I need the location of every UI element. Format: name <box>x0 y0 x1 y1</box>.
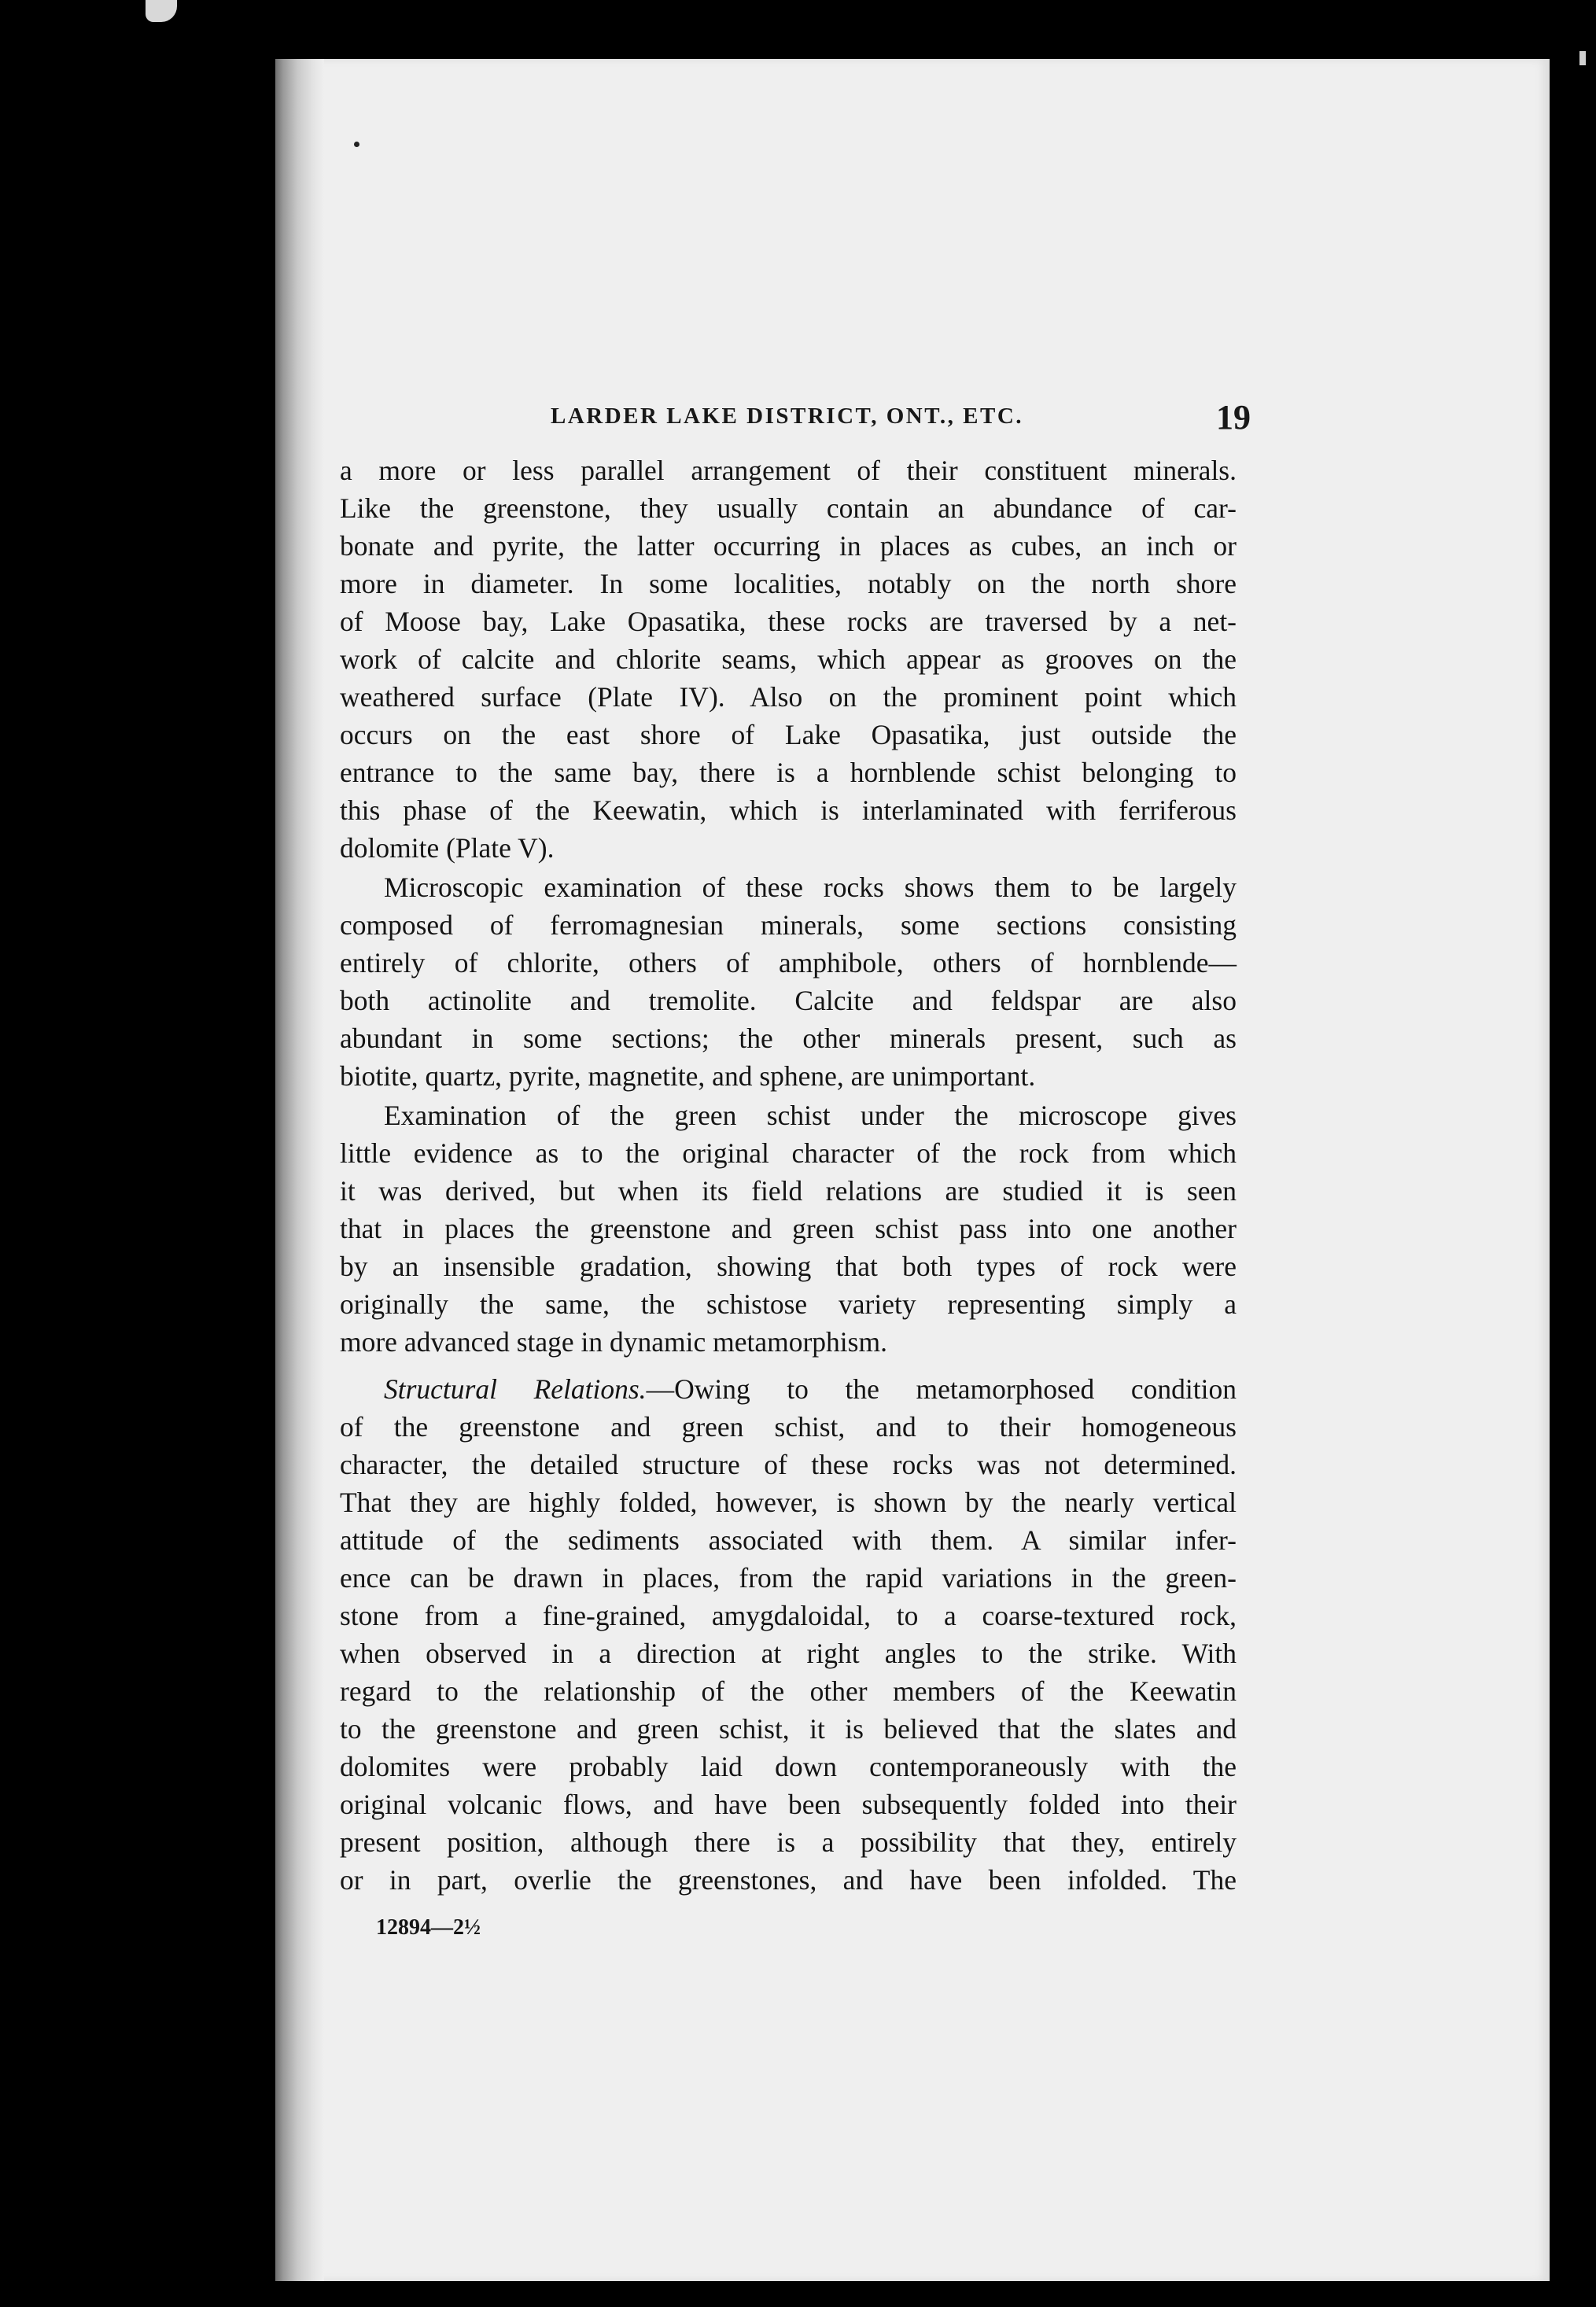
text-line: Microscopic examination of these rocks shows them to be largely <box>384 872 1237 903</box>
text-line: entirely of chlorite, others of amphibole, others of hornblende— <box>340 947 1237 978</box>
text-line <box>340 1370 1237 1408</box>
printer-signature: 12894—2½ <box>376 1915 481 1940</box>
text-line: dolomite (Plate V). <box>340 832 555 864</box>
text-line: entrance to the same bay, there is a hornblende schist belonging to <box>340 757 1237 788</box>
paragraph-1 <box>340 451 1237 867</box>
text-line: of Moose bay, Lake Opasatika, these rocks are traversed by a net- <box>340 606 1237 637</box>
page-number: 19 <box>1216 398 1251 437</box>
text-line: character, the detailed structure of these rocks was not determined. <box>340 1449 1237 1480</box>
text-line: it was derived, but when its field relations are studied it is seen <box>340 1175 1237 1207</box>
text-line: to the greenstone and green schist, it is believed that the slates and <box>340 1713 1237 1745</box>
scan-edge-artifact <box>1579 51 1586 65</box>
text-line: dolomites were probably laid down contemporaneously with the <box>340 1751 1237 1782</box>
body-text <box>340 451 1237 1900</box>
scan-corner-artifact <box>146 0 177 22</box>
ink-dot <box>354 142 359 147</box>
text-line: both actinolite and tremolite. Calcite and feldspar are also <box>340 985 1237 1016</box>
text-line: when observed in a direction at right angles to the strike. With <box>340 1638 1237 1669</box>
text-line: present position, although there is a possibility that they, entirely <box>340 1826 1237 1858</box>
page-gutter-shadow <box>275 59 324 2281</box>
text-line: that in places the greenstone and green schist pass into one another <box>340 1213 1237 1244</box>
section-heading: Structural Relations. <box>384 1373 647 1405</box>
text-line: of the greenstone and green schist, and to their homogeneous <box>340 1411 1237 1443</box>
text-line: weathered surface (Plate IV). Also on the prominent point which <box>340 681 1237 713</box>
running-title: LARDER LAKE DISTRICT, ONT., ETC. <box>551 404 1024 429</box>
text-line: or in part, overlie the greenstones, and have been infolded. The <box>340 1864 1237 1896</box>
page-header <box>551 397 1251 444</box>
text-line: regard to the relationship of the other members of the Keewatin <box>340 1675 1237 1707</box>
text-line: by an insensible gradation, showing that both types of rock were <box>340 1251 1237 1282</box>
text-line: That they are highly folded, however, is shown by the nearly vertical <box>340 1487 1237 1518</box>
text-line: a more or less parallel arrangement of their constituent minerals. <box>340 455 1237 486</box>
text-line: original volcanic flows, and have been subsequently folded into their <box>340 1789 1237 1820</box>
text-line: Like the greenstone, they usually contain an abundance of car- <box>340 492 1237 524</box>
text-line: Examination of the green schist under the microscope gives <box>384 1100 1237 1131</box>
text-line: this phase of the Keewatin, which is interlaminated with ferriferous <box>340 794 1237 826</box>
text-line: ence can be drawn in places, from the rapid variations in the green- <box>340 1562 1237 1594</box>
text-line: more advanced stage in dynamic metamorphism. <box>340 1326 887 1358</box>
paragraph-4 <box>340 1370 1237 1899</box>
text-line: originally the same, the schistose variety representing simply a <box>340 1288 1237 1320</box>
text-line: abundant in some sections; the other minerals present, such as <box>340 1023 1237 1054</box>
text-line: bonate and pyrite, the latter occurring in places as cubes, an inch or <box>340 530 1237 562</box>
text-line: biotite, quartz, pyrite, magnetite, and sphene, are unimportant. <box>340 1060 1036 1092</box>
text-line: little evidence as to the original character of the rock from which <box>340 1137 1237 1169</box>
paragraph-3 <box>340 1096 1237 1361</box>
text-line: stone from a fine-grained, amygdaloidal, to a coarse-textured rock, <box>340 1600 1237 1631</box>
text-line: occurs on the east shore of Lake Opasatika, just outside the <box>340 719 1237 750</box>
text-run: —Owing to the metamorphosed condition <box>646 1373 1237 1405</box>
text-line: composed of ferromagnesian minerals, some sections consisting <box>340 909 1237 941</box>
text-line: attitude of the sediments associated with them. A similar infer- <box>340 1524 1237 1556</box>
text-line: more in diameter. In some localities, notably on the north shore <box>340 568 1237 599</box>
text-line: work of calcite and chlorite seams, which appear as grooves on the <box>340 643 1237 675</box>
paragraph-2 <box>340 868 1237 1095</box>
